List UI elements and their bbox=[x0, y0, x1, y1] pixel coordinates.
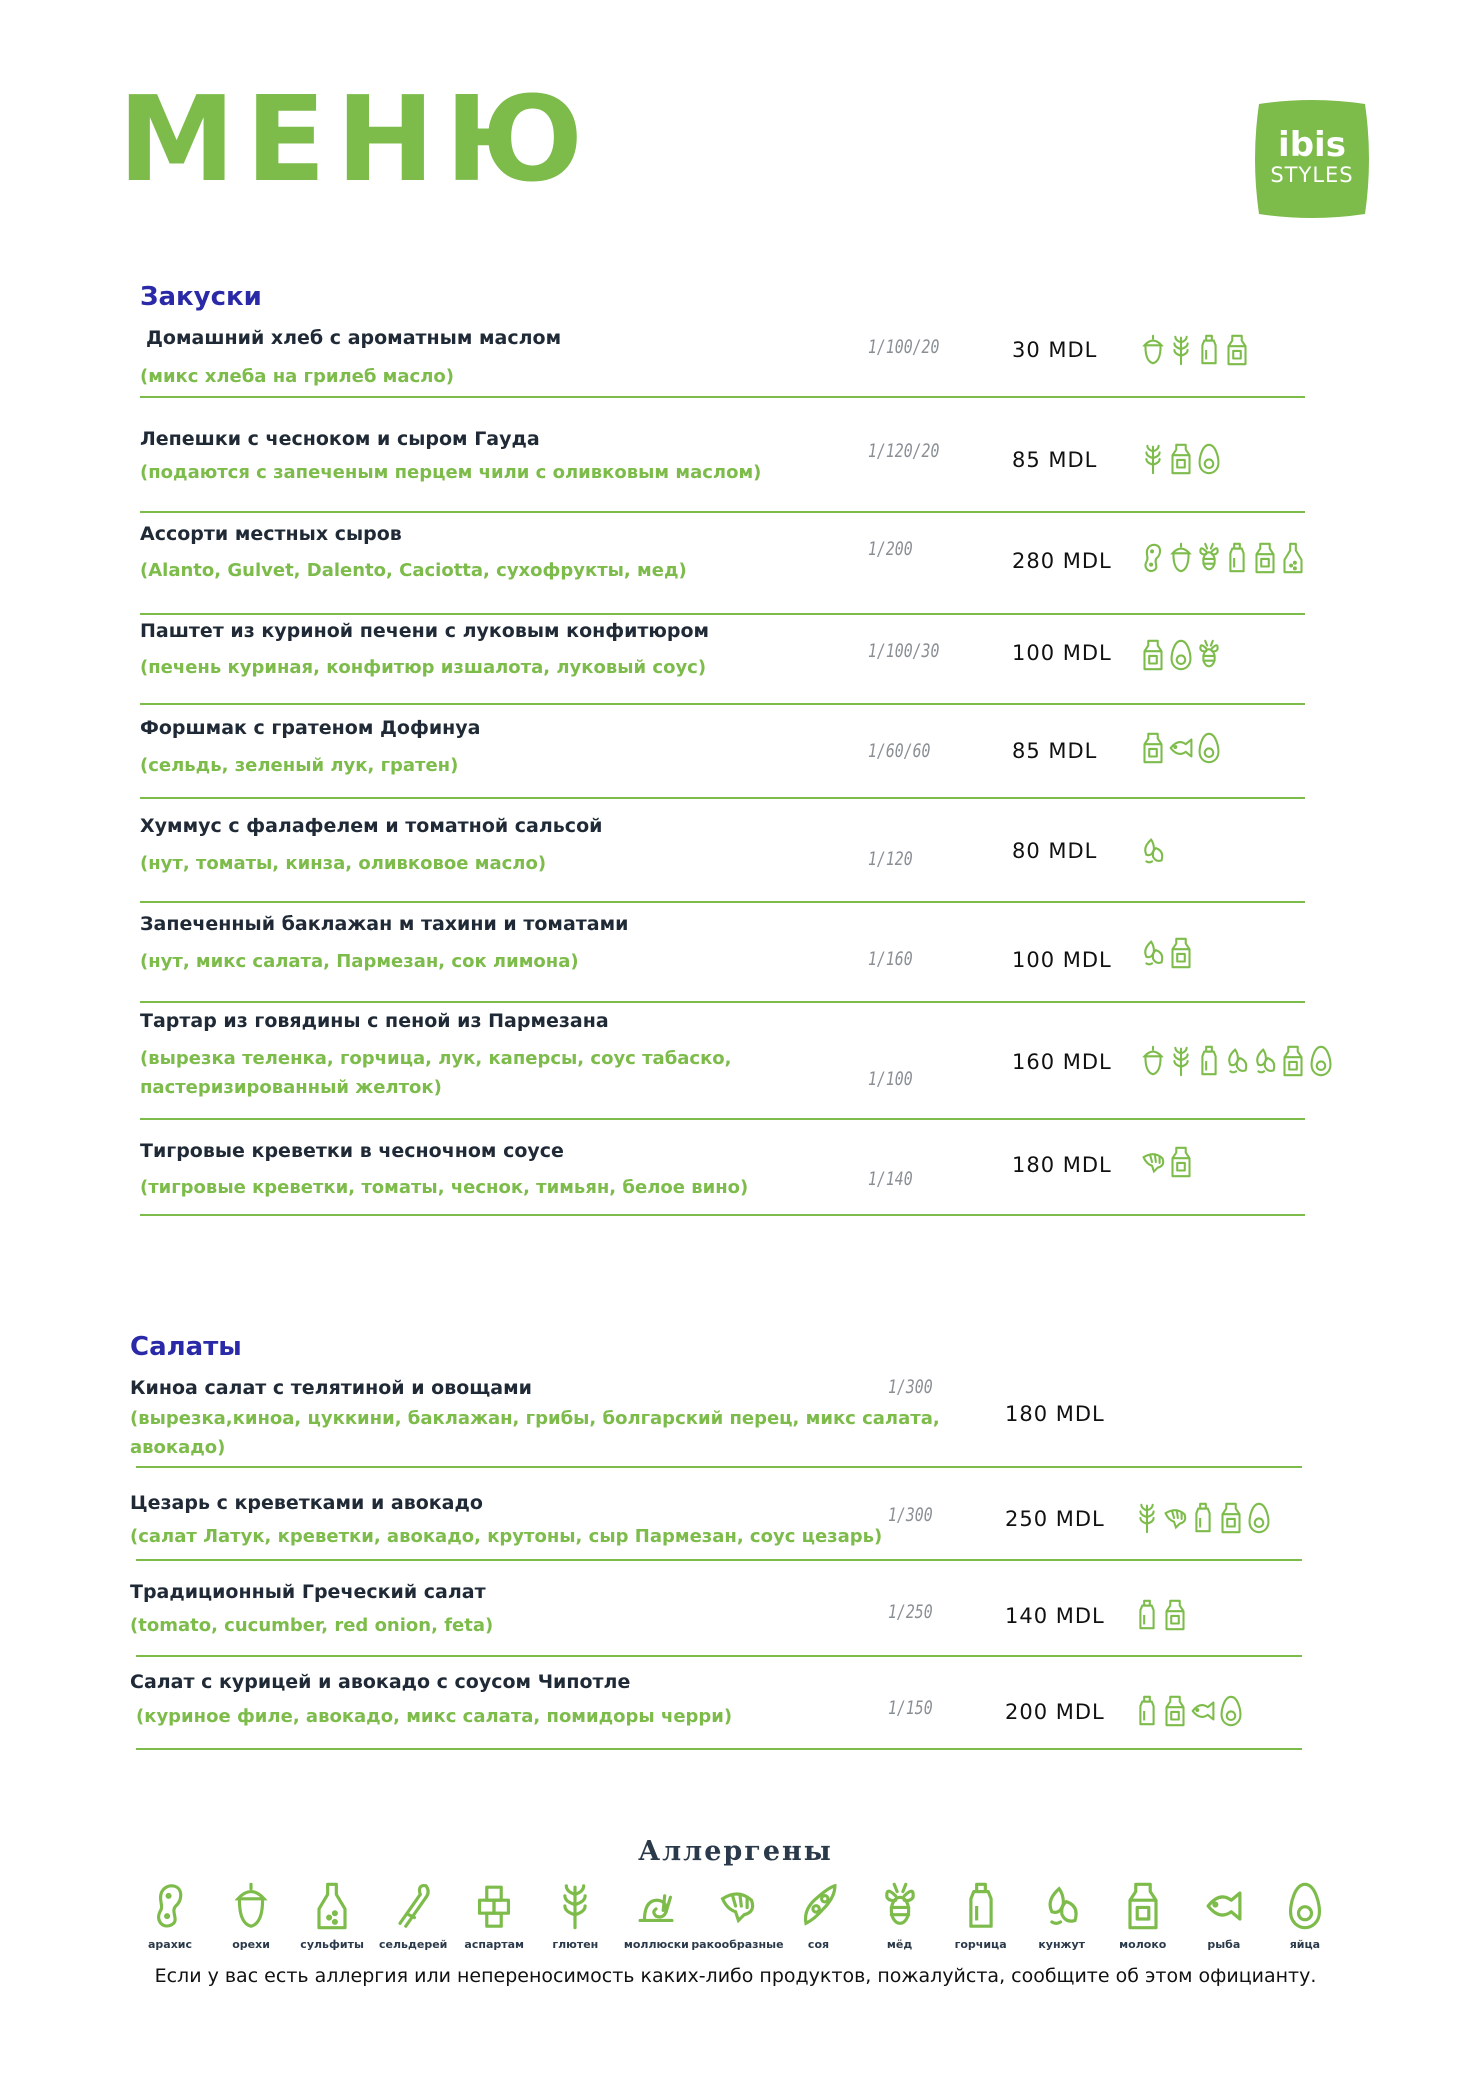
fish-icon bbox=[1190, 1694, 1216, 1728]
milk-icon bbox=[1162, 1694, 1188, 1728]
dish-price: 100 MDL bbox=[1012, 641, 1112, 665]
dish-price: 160 MDL bbox=[1012, 1050, 1112, 1074]
sulfites-icon bbox=[309, 1880, 355, 1932]
legend-label: яйца bbox=[1289, 1938, 1321, 1951]
shrimp-icon bbox=[1140, 1145, 1166, 1179]
dish-description: (микс хлеба на грилеб масло) bbox=[140, 366, 454, 387]
dish-description: (тигровые креветки, томаты, чеснок, тимьян, белое вино) bbox=[140, 1177, 749, 1198]
dish-weight: 1/100/30 bbox=[868, 640, 940, 662]
sesame-icon bbox=[1252, 1044, 1278, 1078]
dish-description: (куриное филе, авокадо, микс салата, помидоры черри) bbox=[136, 1706, 733, 1727]
shrimp-icon bbox=[1162, 1501, 1188, 1535]
dish-name: Запеченный баклажан м тахини и томатами bbox=[140, 913, 629, 935]
milk-icon bbox=[1168, 936, 1194, 970]
gluten-icon bbox=[1134, 1501, 1160, 1535]
dish-description: (салат Латук, креветки, авокадо, крутоны, сыр Пармезан, соус цезарь) bbox=[130, 1526, 883, 1547]
legend-label: сульфиты bbox=[300, 1938, 364, 1951]
dish-weight: 1/150 bbox=[888, 1697, 933, 1719]
dish-description: авокадо) bbox=[130, 1437, 226, 1458]
sesame-icon bbox=[1140, 834, 1166, 868]
divider-line bbox=[136, 1748, 1302, 1750]
divider-line bbox=[140, 511, 1305, 513]
dish-name: Киноа салат с телятиной и овощами bbox=[130, 1377, 532, 1399]
legend-item bbox=[1184, 1880, 1264, 1951]
allergens-title: Аллергены bbox=[638, 1836, 833, 1867]
dish-description: (нут, томаты, кинза, оливковое масло) bbox=[140, 853, 547, 874]
sulfites-icon bbox=[1280, 541, 1306, 575]
allergen-icons bbox=[1140, 834, 1166, 868]
divider-line bbox=[140, 396, 1305, 398]
nuts-icon bbox=[228, 1880, 274, 1932]
gluten-icon bbox=[1168, 1044, 1194, 1078]
honey-icon bbox=[1196, 638, 1222, 672]
dish-price: 85 MDL bbox=[1012, 739, 1098, 763]
dish-price: 85 MDL bbox=[1012, 448, 1098, 472]
dish-name: Ассорти местных сыров bbox=[140, 523, 402, 545]
milk-icon bbox=[1168, 1145, 1194, 1179]
dish-name: Форшмак с гратеном Дофинуа bbox=[140, 717, 481, 739]
mustard-icon bbox=[1196, 1044, 1222, 1078]
legend-label: кунжут bbox=[1038, 1938, 1086, 1951]
dish-price: 180 MDL bbox=[1012, 1153, 1112, 1177]
dish-weight: 1/250 bbox=[888, 1601, 933, 1623]
dish-price: 250 MDL bbox=[1005, 1507, 1105, 1531]
allergen-icons bbox=[1140, 638, 1222, 672]
milk-icon bbox=[1120, 1880, 1166, 1932]
legend-item bbox=[1022, 1880, 1102, 1951]
honey-icon bbox=[877, 1880, 923, 1932]
peanut-icon bbox=[147, 1880, 193, 1932]
allergen-icons bbox=[1140, 936, 1194, 970]
allergen-icons bbox=[1134, 1501, 1272, 1535]
egg-icon bbox=[1218, 1694, 1244, 1728]
dish-weight: 1/120 bbox=[868, 848, 913, 870]
dish-name: Хуммус с фалафелем и томатной сальсой bbox=[140, 815, 603, 837]
legend-label: орехи bbox=[232, 1938, 270, 1951]
legend-label: рыба bbox=[1207, 1938, 1241, 1951]
allergen-icons bbox=[1140, 731, 1222, 765]
legend-label: мёд bbox=[886, 1938, 913, 1951]
page-title: МЕНЮ bbox=[118, 70, 594, 208]
dish-name: Тартар из говядины с пеной из Пармезана bbox=[140, 1010, 609, 1032]
dish-name: Домашний хлеб с ароматным маслом bbox=[146, 327, 562, 349]
dish-name: Цезарь с креветками и авокадо bbox=[130, 1492, 483, 1514]
dish-weight: 1/160 bbox=[868, 948, 913, 970]
egg-icon bbox=[1308, 1044, 1334, 1078]
dish-description: (вырезка теленка, горчица, лук, каперсы, соус табаско, bbox=[140, 1048, 732, 1069]
dish-weight: 1/300 bbox=[888, 1504, 933, 1526]
legend-label: ракообразные bbox=[691, 1938, 784, 1951]
legend-item bbox=[1103, 1880, 1183, 1951]
dish-weight: 1/300 bbox=[888, 1376, 933, 1398]
dish-description: (подаются с запеченым перцем чили с оливковым маслом) bbox=[140, 462, 762, 483]
mustard-icon bbox=[1134, 1694, 1160, 1728]
divider-line bbox=[140, 901, 1305, 903]
legend-item bbox=[1265, 1880, 1345, 1951]
sesame-icon bbox=[1039, 1880, 1085, 1932]
gluten-icon bbox=[552, 1880, 598, 1932]
dish-weight: 1/200 bbox=[868, 538, 913, 560]
legend-label: горчица bbox=[954, 1938, 1007, 1951]
allergen-icons bbox=[1134, 1694, 1244, 1728]
legend-item bbox=[779, 1880, 859, 1951]
dish-weight: 1/140 bbox=[868, 1168, 913, 1190]
legend-item bbox=[130, 1880, 210, 1951]
section-title: Салаты bbox=[130, 1332, 242, 1362]
egg-icon bbox=[1282, 1880, 1328, 1932]
dish-price: 180 MDL bbox=[1005, 1402, 1105, 1426]
divider-line bbox=[140, 613, 1305, 615]
dish-name: Салат с курицей и авокадо с соусом Чипотле bbox=[130, 1671, 631, 1693]
allergen-icons bbox=[1134, 1598, 1188, 1632]
allergen-icons bbox=[1140, 1145, 1194, 1179]
dish-weight: 1/100 bbox=[868, 1068, 913, 1090]
egg-icon bbox=[1196, 442, 1222, 476]
legend-label: арахис bbox=[147, 1938, 193, 1951]
legend-label: соя bbox=[807, 1938, 830, 1951]
legend-label: моллюски bbox=[623, 1938, 689, 1951]
milk-icon bbox=[1252, 541, 1278, 575]
dish-description: (вырезка,киноа, цуккини, баклажан, грибы, болгарский перец, микс салата, bbox=[130, 1408, 940, 1429]
sesame-icon bbox=[1224, 1044, 1250, 1078]
mustard-icon bbox=[1224, 541, 1250, 575]
egg-icon bbox=[1196, 731, 1222, 765]
legend-item bbox=[211, 1880, 291, 1951]
dish-name: Паштет из куриной печени с луковым конфитюром bbox=[140, 620, 710, 642]
allergen-icons bbox=[1140, 1044, 1334, 1078]
gluten-icon bbox=[1168, 333, 1194, 367]
legend-label: молоко bbox=[1119, 1938, 1167, 1951]
legend-label: аспартам bbox=[464, 1938, 525, 1951]
dish-price: 140 MDL bbox=[1005, 1604, 1105, 1628]
divider-line bbox=[140, 1001, 1305, 1003]
mustard-icon bbox=[958, 1880, 1004, 1932]
sesame-icon bbox=[1140, 936, 1166, 970]
milk-icon bbox=[1168, 442, 1194, 476]
allergens-legend bbox=[130, 1880, 1345, 1951]
ibis-styles-logo bbox=[1251, 98, 1373, 220]
dish-weight: 1/120/20 bbox=[868, 440, 940, 462]
dish-price: 100 MDL bbox=[1012, 948, 1112, 972]
dish-description: (Alanto, Gulvet, Dalento, Caciotta, сухофрукты, мед) bbox=[140, 560, 687, 581]
dish-description: (сельдь, зеленый лук, гратен) bbox=[140, 755, 459, 776]
mollusc-icon bbox=[633, 1880, 679, 1932]
divider-line bbox=[136, 1559, 1302, 1561]
legend-item bbox=[860, 1880, 940, 1951]
allergen-icons bbox=[1140, 541, 1306, 575]
gluten-icon bbox=[1140, 442, 1166, 476]
fish-icon bbox=[1201, 1880, 1247, 1932]
aspartame-icon bbox=[471, 1880, 517, 1932]
fish-icon bbox=[1168, 731, 1194, 765]
divider-line bbox=[136, 1655, 1302, 1657]
dish-weight: 1/60/60 bbox=[868, 740, 931, 762]
nuts-icon bbox=[1140, 333, 1166, 367]
dish-description: (нут, микс салата, Пармезан, сок лимона) bbox=[140, 951, 579, 972]
milk-icon bbox=[1224, 333, 1250, 367]
legend-item bbox=[454, 1880, 534, 1951]
divider-line bbox=[140, 797, 1305, 799]
dish-description: (tomato, cucumber, red onion, feta) bbox=[130, 1615, 494, 1636]
mustard-icon bbox=[1190, 1501, 1216, 1535]
milk-icon bbox=[1218, 1501, 1244, 1535]
nuts-icon bbox=[1140, 1044, 1166, 1078]
allergy-note: Если у вас есть аллергия или непереносимость каких-либо продуктов, пожалуйста, сообщите об этом официанту. bbox=[154, 1965, 1317, 1987]
dish-price: 200 MDL bbox=[1005, 1700, 1105, 1724]
milk-icon bbox=[1140, 638, 1166, 672]
legend-item bbox=[292, 1880, 372, 1951]
egg-icon bbox=[1246, 1501, 1272, 1535]
milk-icon bbox=[1140, 731, 1166, 765]
mustard-icon bbox=[1196, 333, 1222, 367]
svg-text:STYLES: STYLES bbox=[1270, 163, 1354, 187]
nuts-icon bbox=[1168, 541, 1194, 575]
legend-label: глютен bbox=[552, 1938, 599, 1951]
dish-price: 280 MDL bbox=[1012, 549, 1112, 573]
allergen-icons bbox=[1140, 442, 1222, 476]
legend-item bbox=[535, 1880, 615, 1951]
mustard-icon bbox=[1134, 1598, 1160, 1632]
legend-item bbox=[373, 1880, 453, 1951]
divider-line bbox=[140, 703, 1305, 705]
svg-text:ibis: ibis bbox=[1278, 125, 1346, 165]
celery-icon bbox=[390, 1880, 436, 1932]
divider-line bbox=[140, 1118, 1305, 1120]
section-title: Закуски bbox=[140, 282, 262, 312]
milk-icon bbox=[1162, 1598, 1188, 1632]
dish-price: 30 MDL bbox=[1012, 338, 1098, 362]
dish-name: Лепешки с чесноком и сыром Гауда bbox=[140, 428, 540, 450]
dish-name: Тигровые креветки в чесночном соусе bbox=[140, 1140, 564, 1162]
allergen-icons bbox=[1140, 333, 1250, 367]
milk-icon bbox=[1280, 1044, 1306, 1078]
dish-name: Традиционный Греческий салат bbox=[130, 1581, 486, 1603]
soy-icon bbox=[796, 1880, 842, 1932]
legend-item bbox=[616, 1880, 696, 1951]
shrimp-icon bbox=[714, 1880, 760, 1932]
egg-icon bbox=[1168, 638, 1194, 672]
dish-description: пастеризированный желток) bbox=[140, 1077, 442, 1098]
divider-line bbox=[136, 1466, 1302, 1468]
divider-line bbox=[140, 1214, 1305, 1216]
legend-item bbox=[691, 1880, 784, 1951]
honey-icon bbox=[1196, 541, 1222, 575]
dish-price: 80 MDL bbox=[1012, 839, 1098, 863]
dish-description: (печень куриная, конфитюр изшалота, луковый соус) bbox=[140, 657, 707, 678]
legend-item bbox=[941, 1880, 1021, 1951]
dish-weight: 1/100/20 bbox=[868, 336, 940, 358]
peanut-icon bbox=[1140, 541, 1166, 575]
legend-label: сельдерей bbox=[378, 1938, 448, 1951]
